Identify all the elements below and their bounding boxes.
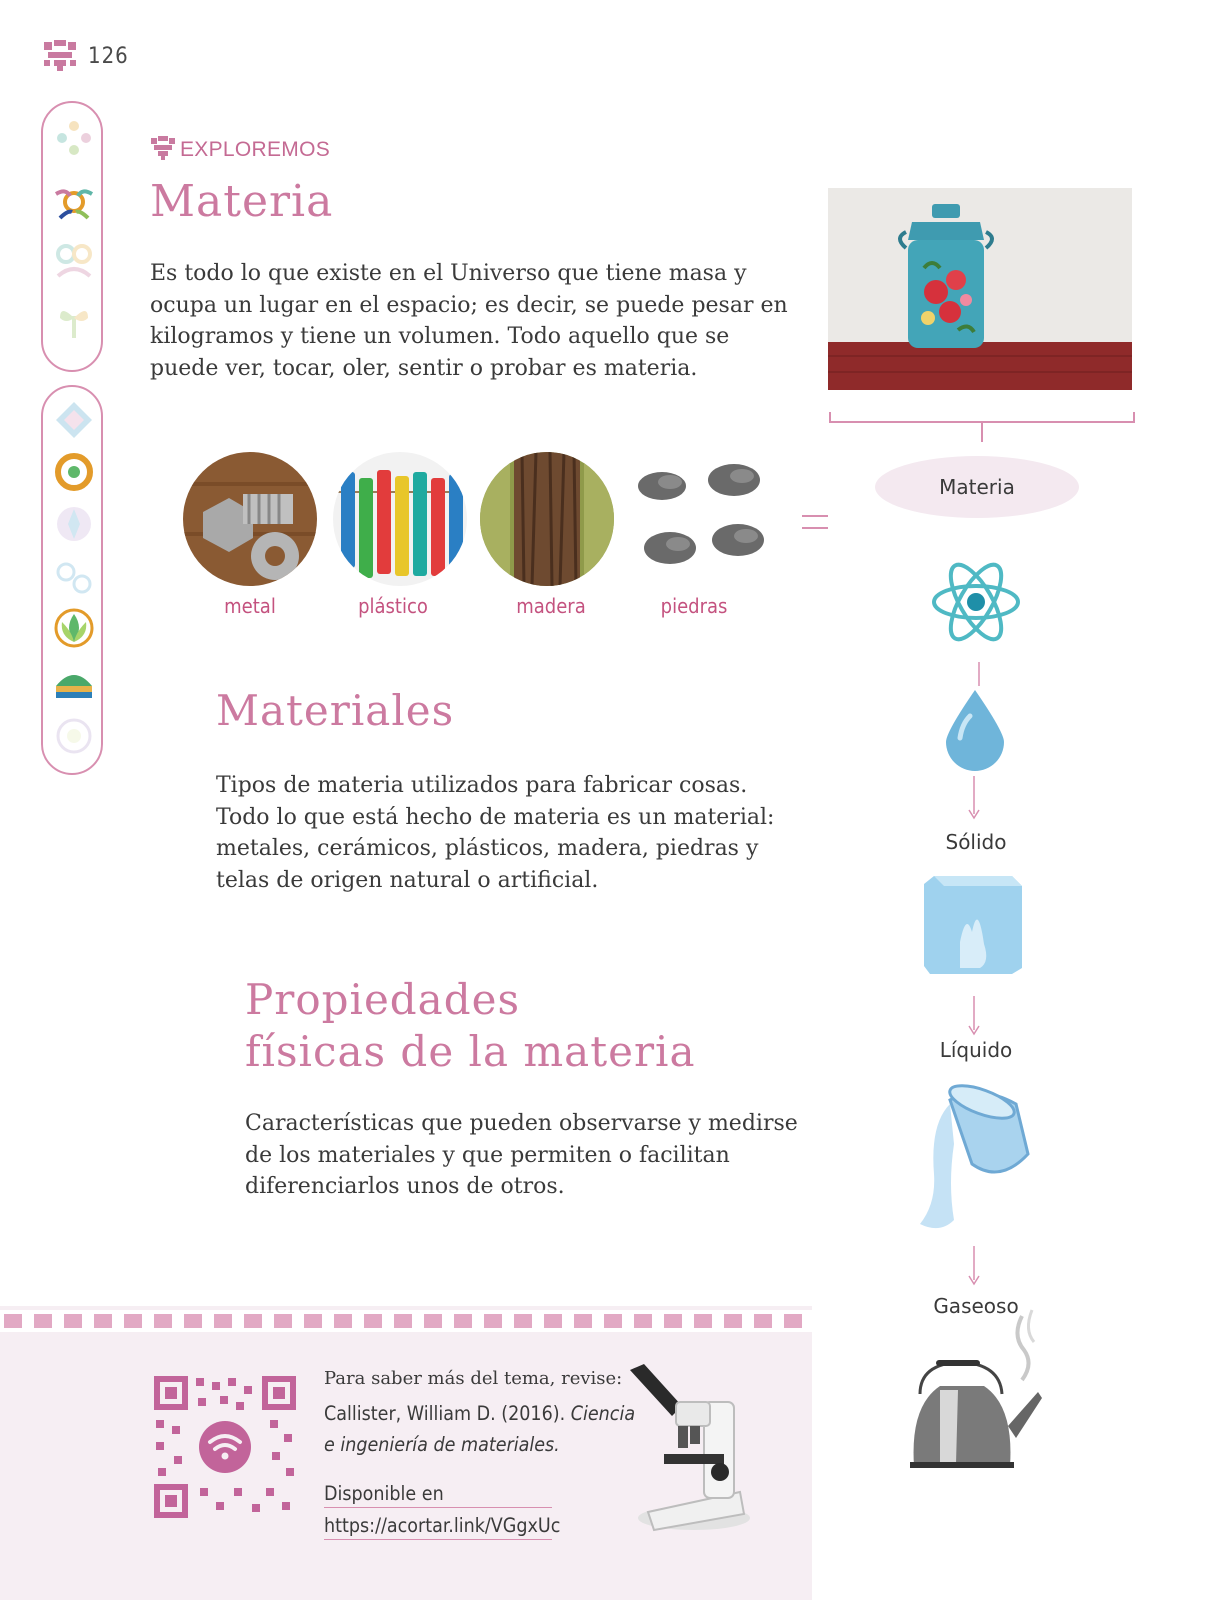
diagram-root-materia: Materia — [875, 456, 1079, 518]
qr-code-icon[interactable] — [154, 1376, 296, 1518]
reference — [324, 1398, 635, 1460]
more-info-intro: Para saber más del tema, revise: — [324, 1368, 623, 1389]
arrow-to-gas — [966, 1246, 982, 1286]
arrow-to-liquid — [966, 996, 982, 1036]
reference-author: Callister, William D. (2016). — [324, 1402, 566, 1425]
dancer-icon — [52, 180, 96, 224]
figures-icon — [52, 238, 96, 282]
materiales-definition: Tipos de materia utilizados para fabricar cosas. Todo lo que está hecho de materia es un material: metales, cerámicos, plásticos, madera, piedras y telas de origen natural o artificial. — [216, 773, 775, 893]
star-diamond-icon — [52, 398, 96, 442]
hill-icon — [52, 660, 96, 704]
label-metal: metal — [224, 594, 276, 618]
state-liquid-label: Líquido — [939, 1038, 1013, 1062]
links-icon — [52, 556, 96, 600]
decorative-pattern-strip — [0, 1310, 812, 1332]
photo-bracket — [828, 410, 1138, 442]
reference-title-b: e ingeniería de materiales. — [324, 1433, 560, 1456]
pouring-glass-icon — [910, 1084, 1034, 1236]
sprout-icon — [52, 298, 96, 342]
section-label: EXPLOREMOS — [180, 138, 331, 161]
propiedades-title — [245, 974, 696, 1078]
painted-milk-can-photo — [828, 188, 1132, 390]
resource-link[interactable]: https://acortar.link/VGgxUc — [324, 1514, 552, 1540]
arrow-to-solid — [966, 776, 982, 820]
reference-title-a: Ciencia — [570, 1402, 636, 1425]
atom-icon — [930, 556, 1022, 648]
kettle-steam-icon — [900, 1306, 1050, 1470]
state-solid-label: Sólido — [945, 830, 1007, 854]
label-madera: madera — [516, 594, 586, 618]
page-logo-icon — [42, 38, 78, 72]
propiedades-definition: Características que pueden observarse y medirse de los materiales y que permiten o facilitan diferenciarlos unos de otros. — [245, 1111, 798, 1199]
available-label: Disponible en — [324, 1482, 552, 1508]
label-piedras: piedras — [660, 594, 728, 618]
materiales-title: Materiales — [216, 686, 455, 735]
compass-icon — [52, 502, 96, 546]
propiedades-title-line1: Propiedades — [245, 975, 521, 1024]
label-plastico: plástico — [358, 594, 428, 618]
lotus-icon — [52, 606, 96, 650]
water-drop-icon — [942, 688, 1008, 772]
page-number: 126 — [88, 44, 129, 69]
stones-image — [630, 458, 770, 582]
equals-icon — [800, 508, 830, 536]
sun-circle-icon — [52, 714, 96, 758]
microscope-image — [624, 1362, 754, 1532]
materia-title: Materia — [150, 176, 334, 227]
target-ring-icon — [52, 450, 96, 494]
connector-line — [974, 662, 984, 686]
leaf-cluster-icon — [52, 116, 96, 160]
section-icon — [150, 135, 176, 161]
materia-definition: Es todo lo que existe en el Universo que tiene masa y ocupa un lugar en el espacio; es decir, se puede pesar en kilogramos y tiene un volumen. Todo aquello que se puede ver, tocar, oler, sentir o probar es materia. — [150, 261, 788, 381]
state-gas-label: Gaseoso — [933, 1294, 1019, 1318]
metal-photo — [183, 452, 317, 586]
wood-tree-bark-photo — [480, 452, 614, 586]
plastic-clothespins-photo — [333, 452, 467, 586]
propiedades-title-line2: físicas de la materia — [245, 1027, 696, 1076]
ice-cube-icon — [920, 872, 1026, 976]
